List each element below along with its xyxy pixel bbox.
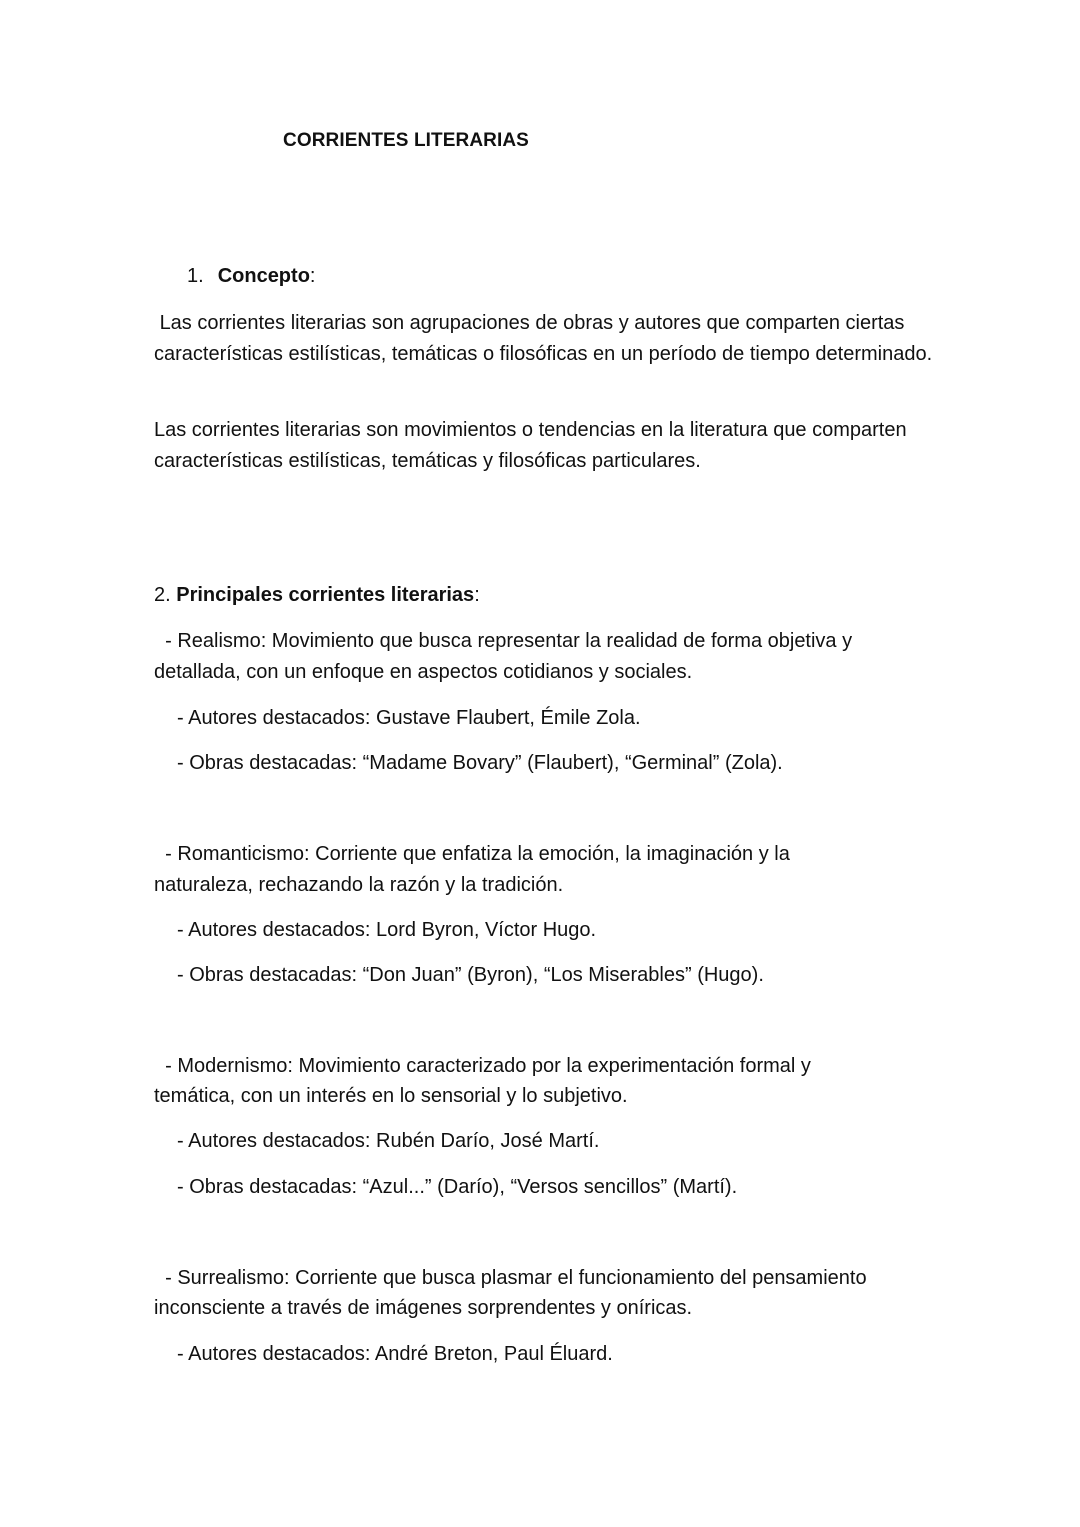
romanticismo-authors: - Autores destacados: Lord Byron, Víctor Hugo.	[177, 919, 597, 941]
page-title: CORRIENTES LITERARIAS	[283, 130, 529, 151]
section-2-number: 2.	[154, 584, 171, 606]
section-1-number: 1.	[187, 265, 204, 287]
section-2-heading	[154, 584, 480, 607]
section-1-heading	[187, 265, 315, 288]
modernismo-works: - Obras destacadas: “Azul...” (Darío), “Versos sencillos” (Martí).	[177, 1176, 738, 1198]
section-1-paragraph-1: Las corrientes literarias son agrupaciones de obras y autores que comparten ciertas características estilísticas, temáticas o filosóficas en un período de tiempo determinado.	[154, 312, 933, 365]
section-2-title: Principales corrientes literarias	[176, 584, 475, 606]
surrealismo-description-line-2: inconsciente a través de imágenes sorprendentes y oníricas.	[154, 1297, 693, 1319]
modernismo-description-line-1: - Modernismo: Movimiento caracterizado por la experimentación formal y	[154, 1055, 811, 1077]
modernismo-description-line-2: temática, con un interés en lo sensorial y lo subjetivo.	[154, 1085, 628, 1107]
romanticismo-description-line-2: naturaleza, rechazando la razón y la tradición.	[154, 874, 564, 896]
realismo-works: - Obras destacadas: “Madame Bovary” (Flaubert), “Germinal” (Zola).	[177, 752, 783, 774]
section-1-title: Concepto	[217, 265, 310, 287]
section-1-colon: :	[309, 265, 316, 287]
surrealismo-description-line-1: - Surrealismo: Corriente que busca plasmar el funcionamiento del pensamiento	[154, 1267, 867, 1289]
realismo-description-line-2: detallada, con un enfoque en aspectos cotidianos y sociales.	[154, 661, 693, 683]
modernismo-authors: - Autores destacados: Rubén Darío, José Martí.	[177, 1130, 600, 1152]
romanticismo-works: - Obras destacadas: “Don Juan” (Byron), “Los Miserables” (Hugo).	[177, 964, 764, 986]
surrealismo-authors: - Autores destacados: André Breton, Paul Éluard.	[177, 1343, 613, 1365]
romanticismo-description-line-1: - Romanticismo: Corriente que enfatiza la emoción, la imaginación y la	[154, 843, 790, 865]
realismo-description-line-1: - Realismo: Movimiento que busca representar la realidad de forma objetiva y	[154, 630, 853, 652]
section-2-colon: :	[474, 584, 480, 606]
section-1-paragraph-2: Las corrientes literarias son movimientos o tendencias en la literatura que comparten características estilísticas, temáticas y filosóficas particulares.	[154, 419, 907, 472]
realismo-authors: - Autores destacados: Gustave Flaubert, Émile Zola.	[177, 707, 641, 729]
